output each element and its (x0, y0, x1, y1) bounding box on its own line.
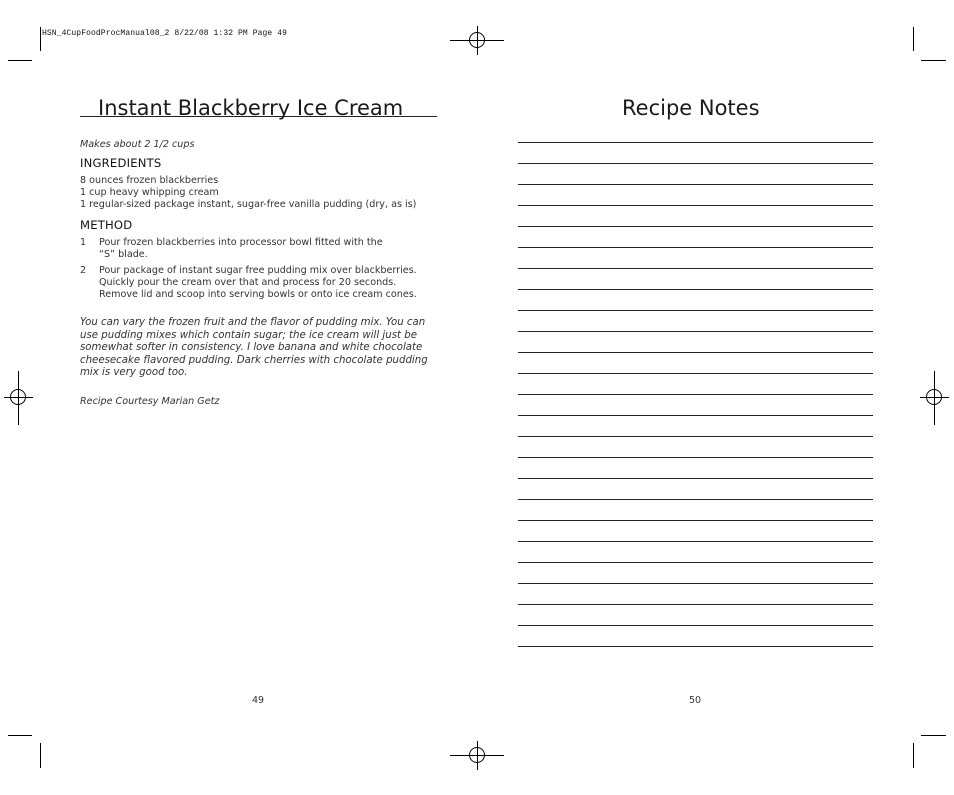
notes-writing-line (518, 247, 873, 248)
notes-writing-line (518, 310, 873, 311)
page-number-right: 50 (689, 695, 702, 706)
notes-writing-line (518, 646, 873, 647)
ingredient-item: 8 ounces frozen blackberries (80, 175, 219, 186)
notes-writing-line (518, 163, 873, 164)
step-number: 1 (80, 237, 87, 248)
note-line: You can vary the frozen fruit and the flavor of pudding mix. You can (80, 317, 426, 328)
notes-title: Recipe Notes (622, 96, 760, 120)
recipe-credit: Recipe Courtesy Marian Getz (80, 396, 220, 407)
crop-mark-bl-h (8, 735, 32, 736)
crop-mark-tr-h (921, 60, 946, 61)
recipe-note (80, 317, 428, 380)
ingredients-list (80, 175, 416, 211)
notes-writing-line (518, 562, 873, 563)
notes-writing-line (518, 436, 873, 437)
notes-writing-line (518, 373, 873, 374)
crop-mark-tl-h (8, 60, 32, 61)
recipe-yield: Makes about 2 1/2 cups (80, 139, 195, 150)
ingredient-item: 1 regular-sized package instant, sugar-free vanilla pudding (dry, as is) (80, 199, 417, 210)
method-heading: METHOD (80, 218, 133, 232)
notes-writing-line (518, 205, 873, 206)
title-underline (80, 116, 437, 117)
crop-mark-bl-v (40, 743, 41, 768)
notes-writing-line (518, 268, 873, 269)
recipe-title: Instant Blackberry Ice Cream (98, 96, 404, 120)
notes-writing-line (518, 226, 873, 227)
notes-writing-line (518, 457, 873, 458)
step-line: Pour package of instant sugar free pudding mix over blackberries. (99, 265, 417, 276)
notes-writing-line (518, 583, 873, 584)
notes-writing-line (518, 604, 873, 605)
notes-writing-line (518, 289, 873, 290)
notes-writing-line (518, 352, 873, 353)
notes-writing-line (518, 415, 873, 416)
notes-writing-line (518, 520, 873, 521)
notes-writing-line (518, 478, 873, 479)
step-line: Remove lid and scoop into serving bowls or onto ice cream cones. (99, 289, 417, 300)
note-line: use pudding mixes which contain sugar; the ice cream will just be (80, 329, 417, 341)
note-line: mix is very good too. (80, 367, 188, 378)
notes-writing-line (518, 625, 873, 626)
page-number-left: 49 (252, 695, 265, 706)
method-step-1 (80, 237, 440, 261)
step-line: Pour frozen blackberries into processor bowl fitted with the (99, 237, 383, 248)
ingredients-heading: INGREDIENTS (80, 156, 162, 170)
notes-writing-line (518, 541, 873, 542)
crop-mark-br-v (913, 743, 914, 768)
crop-mark-tr-v (913, 27, 914, 51)
crop-mark-tl-v (40, 27, 41, 51)
notes-writing-line (518, 184, 873, 185)
slug-line: HSN_4CupFoodProcManual08_2 8/22/08 1:32 PM Page 49 (42, 29, 288, 38)
step-line: “S” blade. (99, 249, 148, 260)
crop-mark-br-h (921, 735, 946, 736)
note-line: somewhat softer in consistency. I love banana and white chocolate (80, 342, 423, 353)
step-line: Quickly pour the cream over that and process for 20 seconds. (99, 277, 397, 288)
method-step-2 (80, 265, 440, 301)
note-line: cheesecake flavored pudding. Dark cherries with chocolate pudding (80, 354, 428, 366)
notes-writing-line (518, 499, 873, 500)
step-number: 2 (80, 265, 87, 276)
ingredient-item: 1 cup heavy whipping cream (80, 187, 219, 198)
notes-writing-line (518, 331, 873, 332)
notes-writing-line (518, 142, 873, 143)
notes-writing-line (518, 394, 873, 395)
